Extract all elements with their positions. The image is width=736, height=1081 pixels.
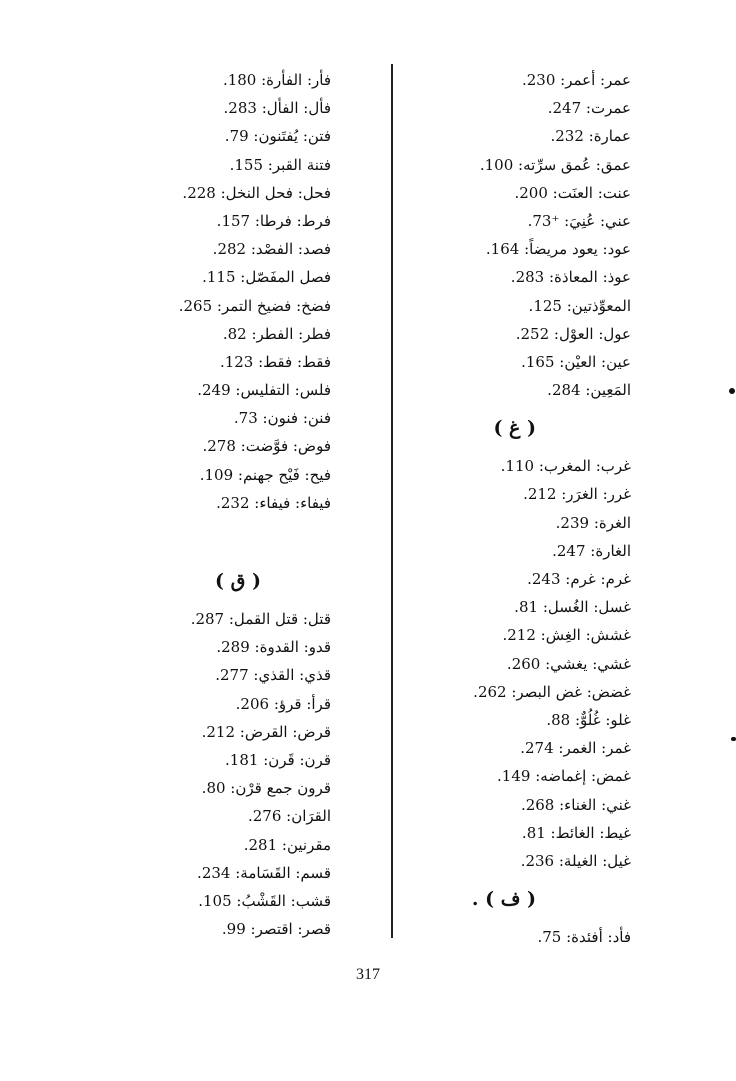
index-entry: عمرت: 247. (547, 99, 631, 118)
index-entry: غرب: المغرب: 110. (500, 457, 631, 476)
index-entry: غشي: يغشي: 260. (506, 654, 631, 673)
page-number: 317 (356, 966, 380, 983)
index-entry: فطر: الفطر: 82. (222, 324, 331, 343)
right-column (361, 66, 631, 951)
index-entry: فأد: أفئدة: 75. (537, 928, 631, 947)
entries-qaf (91, 605, 331, 943)
index-entry: فقط: فقط: 123. (219, 352, 331, 371)
section-heading-ghain: ( غ ) (493, 417, 536, 440)
index-entry: فصل المفَصّل: 115. (202, 268, 331, 287)
index-entry: فصد: الفصْد: 282. (212, 240, 331, 259)
index-entry: الغرة: 239. (555, 513, 631, 532)
index-entry: غيط: الغائط: 81. (521, 823, 631, 842)
index-entry: قذي: القذي: 277. (215, 666, 331, 685)
section-heading-qaf: ( ق ) (215, 570, 261, 592)
index-entry: غمر: الغمر: 274. (520, 739, 631, 758)
index-entry: عول: العوْل: 252. (515, 324, 631, 343)
entries-ain (361, 66, 631, 404)
index-entry: قتل: قتل القمل: 287. (190, 610, 331, 628)
index-entry: عوذ: المعاذة: 283. (510, 268, 631, 287)
index-entry: غسل: الغُسل: 81. (514, 598, 631, 617)
entries-fa-start (361, 923, 631, 951)
index-entry: غشش: الغِش: 212. (502, 626, 631, 645)
index-entry: فيح: فَيْح جهنم: 109. (199, 465, 331, 484)
index-entry: فنن: فنون: 73. (233, 409, 331, 428)
index-entry: عنت: العنَت: 200. (514, 183, 631, 202)
section-gap (91, 517, 331, 557)
margin-mark (731, 737, 736, 741)
index-entry: غيل: الغيلة: 236. (520, 851, 631, 870)
index-entry: فأر: الفأرة: 180. (222, 71, 331, 89)
index-entry: الغارة: 247. (552, 541, 631, 560)
index-entry: قرأ: قرؤ: 206. (235, 694, 331, 713)
index-entry: القرَان: 276. (247, 807, 331, 826)
index-entry: غني: الغناء: 268. (520, 795, 631, 814)
index-entry: غمض: إغماضه: 149. (497, 767, 631, 786)
column-divider (391, 64, 393, 938)
index-entry: قدو: القدوة: 289. (216, 638, 331, 657)
left-column (91, 66, 331, 943)
index-entry: فأل: الفأل: 283. (223, 99, 331, 118)
index-entry: المَعِين: 284. (547, 381, 631, 400)
index-entry: المعوِّذتين: 125. (528, 296, 631, 315)
index-entry: غرم: غرم: 243. (527, 570, 631, 588)
index-entry: غرر: الغرَر: 212. (523, 485, 631, 504)
index-entry: فتنة القبر: 155. (229, 155, 331, 174)
index-entry: عمر: أعمر: 230. (521, 71, 631, 89)
index-entry: عين: العيْن: 165. (521, 352, 631, 371)
index-entry: عني: عُنِيَ: ⁺73. (527, 211, 631, 230)
section-heading-fa: ( ف ) . (471, 888, 536, 911)
index-entry: عمارة: 232. (550, 127, 631, 146)
index-entry: فرط: فرطا: 157. (216, 211, 331, 230)
index-entry: فوض: فوَّضت: 278. (202, 437, 331, 456)
index-entry: فيفاء: فيفاء: 232. (216, 493, 331, 512)
index-entry: مقرنين: 281. (243, 835, 331, 854)
index-entry: فتن: يُفتَنون: 79. (224, 127, 331, 146)
index-entry: قرض: القرض: 212. (201, 722, 331, 741)
index-entry: عمق: عُمق سرِّته: 100. (479, 155, 631, 174)
index-entry: قصر: اقتصر: 99. (221, 920, 331, 939)
index-entry: قرن: قَرن: 181. (225, 750, 331, 769)
index-entry: قسم: القَسَامة: 234. (197, 863, 331, 882)
index-entry: غضض: غض البصر: 262. (473, 682, 631, 701)
entries-fa (91, 66, 331, 517)
entries-ghain (361, 452, 631, 875)
margin-mark (729, 388, 735, 394)
index-entry: فضخ: فضيخ التمر: 265. (178, 296, 331, 315)
index-entry: فحل: فحل النخل: 228. (182, 183, 331, 202)
index-entry: فلس: التفليس: 249. (197, 381, 331, 400)
index-entry: غلو: غُلُوٌّ: 88. (546, 710, 631, 729)
index-entry: عود: يعود مريضاً: 164. (485, 240, 631, 259)
index-entry: قرون جمع قرْن: 80. (201, 779, 331, 798)
index-entry: قشب: القَشْبُ: 105. (198, 891, 331, 910)
